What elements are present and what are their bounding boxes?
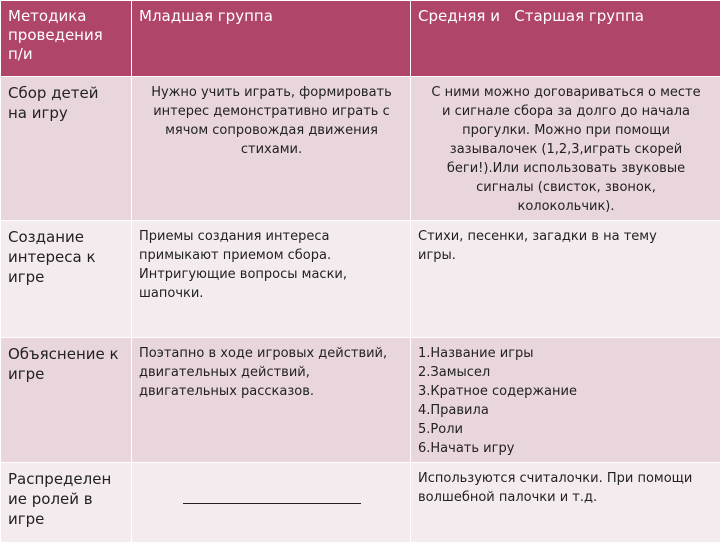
list-item: 5.Роли xyxy=(418,420,714,439)
list-item: 1.Название игры xyxy=(418,344,714,363)
senior-cell: Стихи, песенки, загадки в на тему игры. xyxy=(411,221,720,338)
list-item: 3.Кратное содержание xyxy=(418,382,714,401)
junior-cell: Приемы создания интереса примыкают приемом сбора. Интригующие вопросы маски, шапочки. xyxy=(132,221,411,338)
list-item: 2.Замысел xyxy=(418,363,714,382)
header-junior-group: Младшая группа xyxy=(132,1,411,77)
list-item: 4.Правила xyxy=(418,401,714,420)
senior-cell: Используются считалочки. При помощи волшебной палочки и т.д. xyxy=(411,463,720,543)
table-row xyxy=(1,221,720,338)
junior-cell xyxy=(132,463,411,543)
list-item: 6.Начать игру xyxy=(418,439,714,458)
method-cell: Создание интереса к игре xyxy=(1,221,132,338)
header-row xyxy=(1,1,720,77)
table-row xyxy=(1,463,720,543)
table-row xyxy=(1,77,720,221)
table-row xyxy=(1,338,720,463)
method-cell: Сбор детей на игру xyxy=(1,77,132,221)
method-cell: Объяснение к игре xyxy=(1,338,132,463)
junior-cell: Поэтапно в ходе игровых действий, двигательных действий, двигательных рассказов. xyxy=(132,338,411,463)
header-method: Методика проведения п/и xyxy=(1,1,132,77)
senior-cell xyxy=(411,338,720,463)
header-senior-group: Средняя и Старшая группа xyxy=(411,1,720,77)
empty-dash-line xyxy=(183,503,361,504)
game-explanation-steps xyxy=(418,344,714,458)
junior-cell: Нужно учить играть, формировать интерес демонстративно играть с мячом сопровождая движения стихами. xyxy=(132,77,411,221)
senior-cell: С ними можно договариваться о месте и сигнале сбора за долго до начала прогулки. Можно при помощи зазывалочек (1,2,3,играть скорей беги!).Или использовать звуковые сигналы (свисток, звонок, колокольчик). xyxy=(411,77,720,221)
method-cell: Распределен ие ролей в игре xyxy=(1,463,132,543)
